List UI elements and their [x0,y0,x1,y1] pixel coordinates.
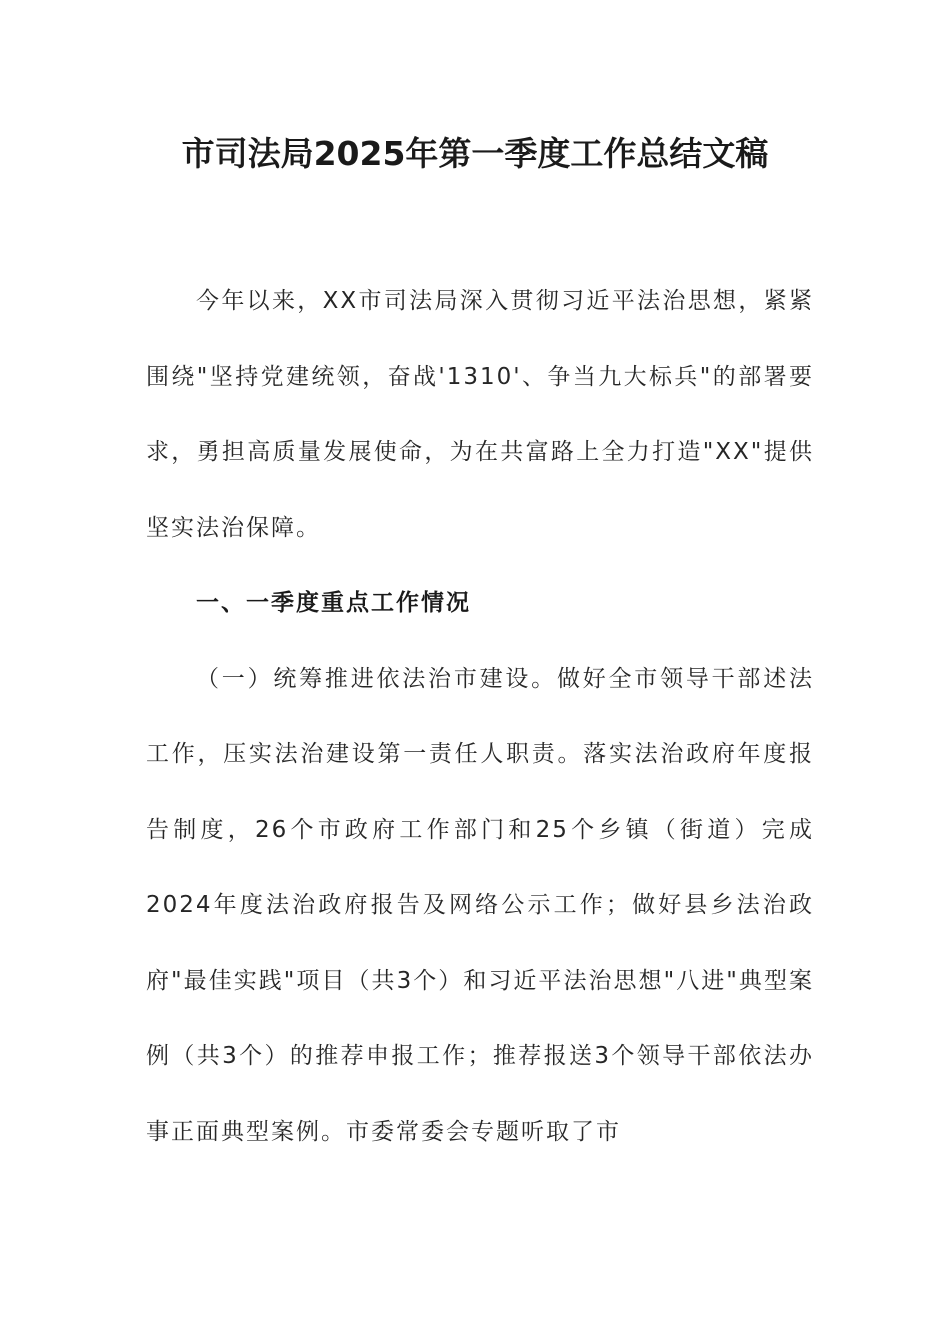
intro-paragraph: 今年以来，XX市司法局深入贯彻习近平法治思想，紧紧围绕"坚持党建统领，奋战'1310'、争当九大标兵"的部署要求，勇担高质量发展使命，为在共富路上全力打造"XX"提供坚实法治保障。 [146,288,814,541]
section-heading: 一、一季度重点工作情况 [196,590,471,616]
document-title: 市司法局2025年第一季度工作总结文稿 [181,134,769,173]
section-1-paragraph: （一）统筹推进依法治市建设。做好全市领导干部述法工作，压实法治建设第一责任人职责。落实法治政府年度报告制度，26个市政府工作部门和25个乡镇（街道）完成2024年度法治政府报告及网络公示工作；做好县乡法治政府"最佳实践"项目（共3个）和习近平法治思想"八进"典型案例（共3个）的推荐申报工作；推荐报送3个领导干部依法办事正面典型案例。市委常委会专题听取了市 [146,665,814,1145]
document-body [146,264,814,1170]
